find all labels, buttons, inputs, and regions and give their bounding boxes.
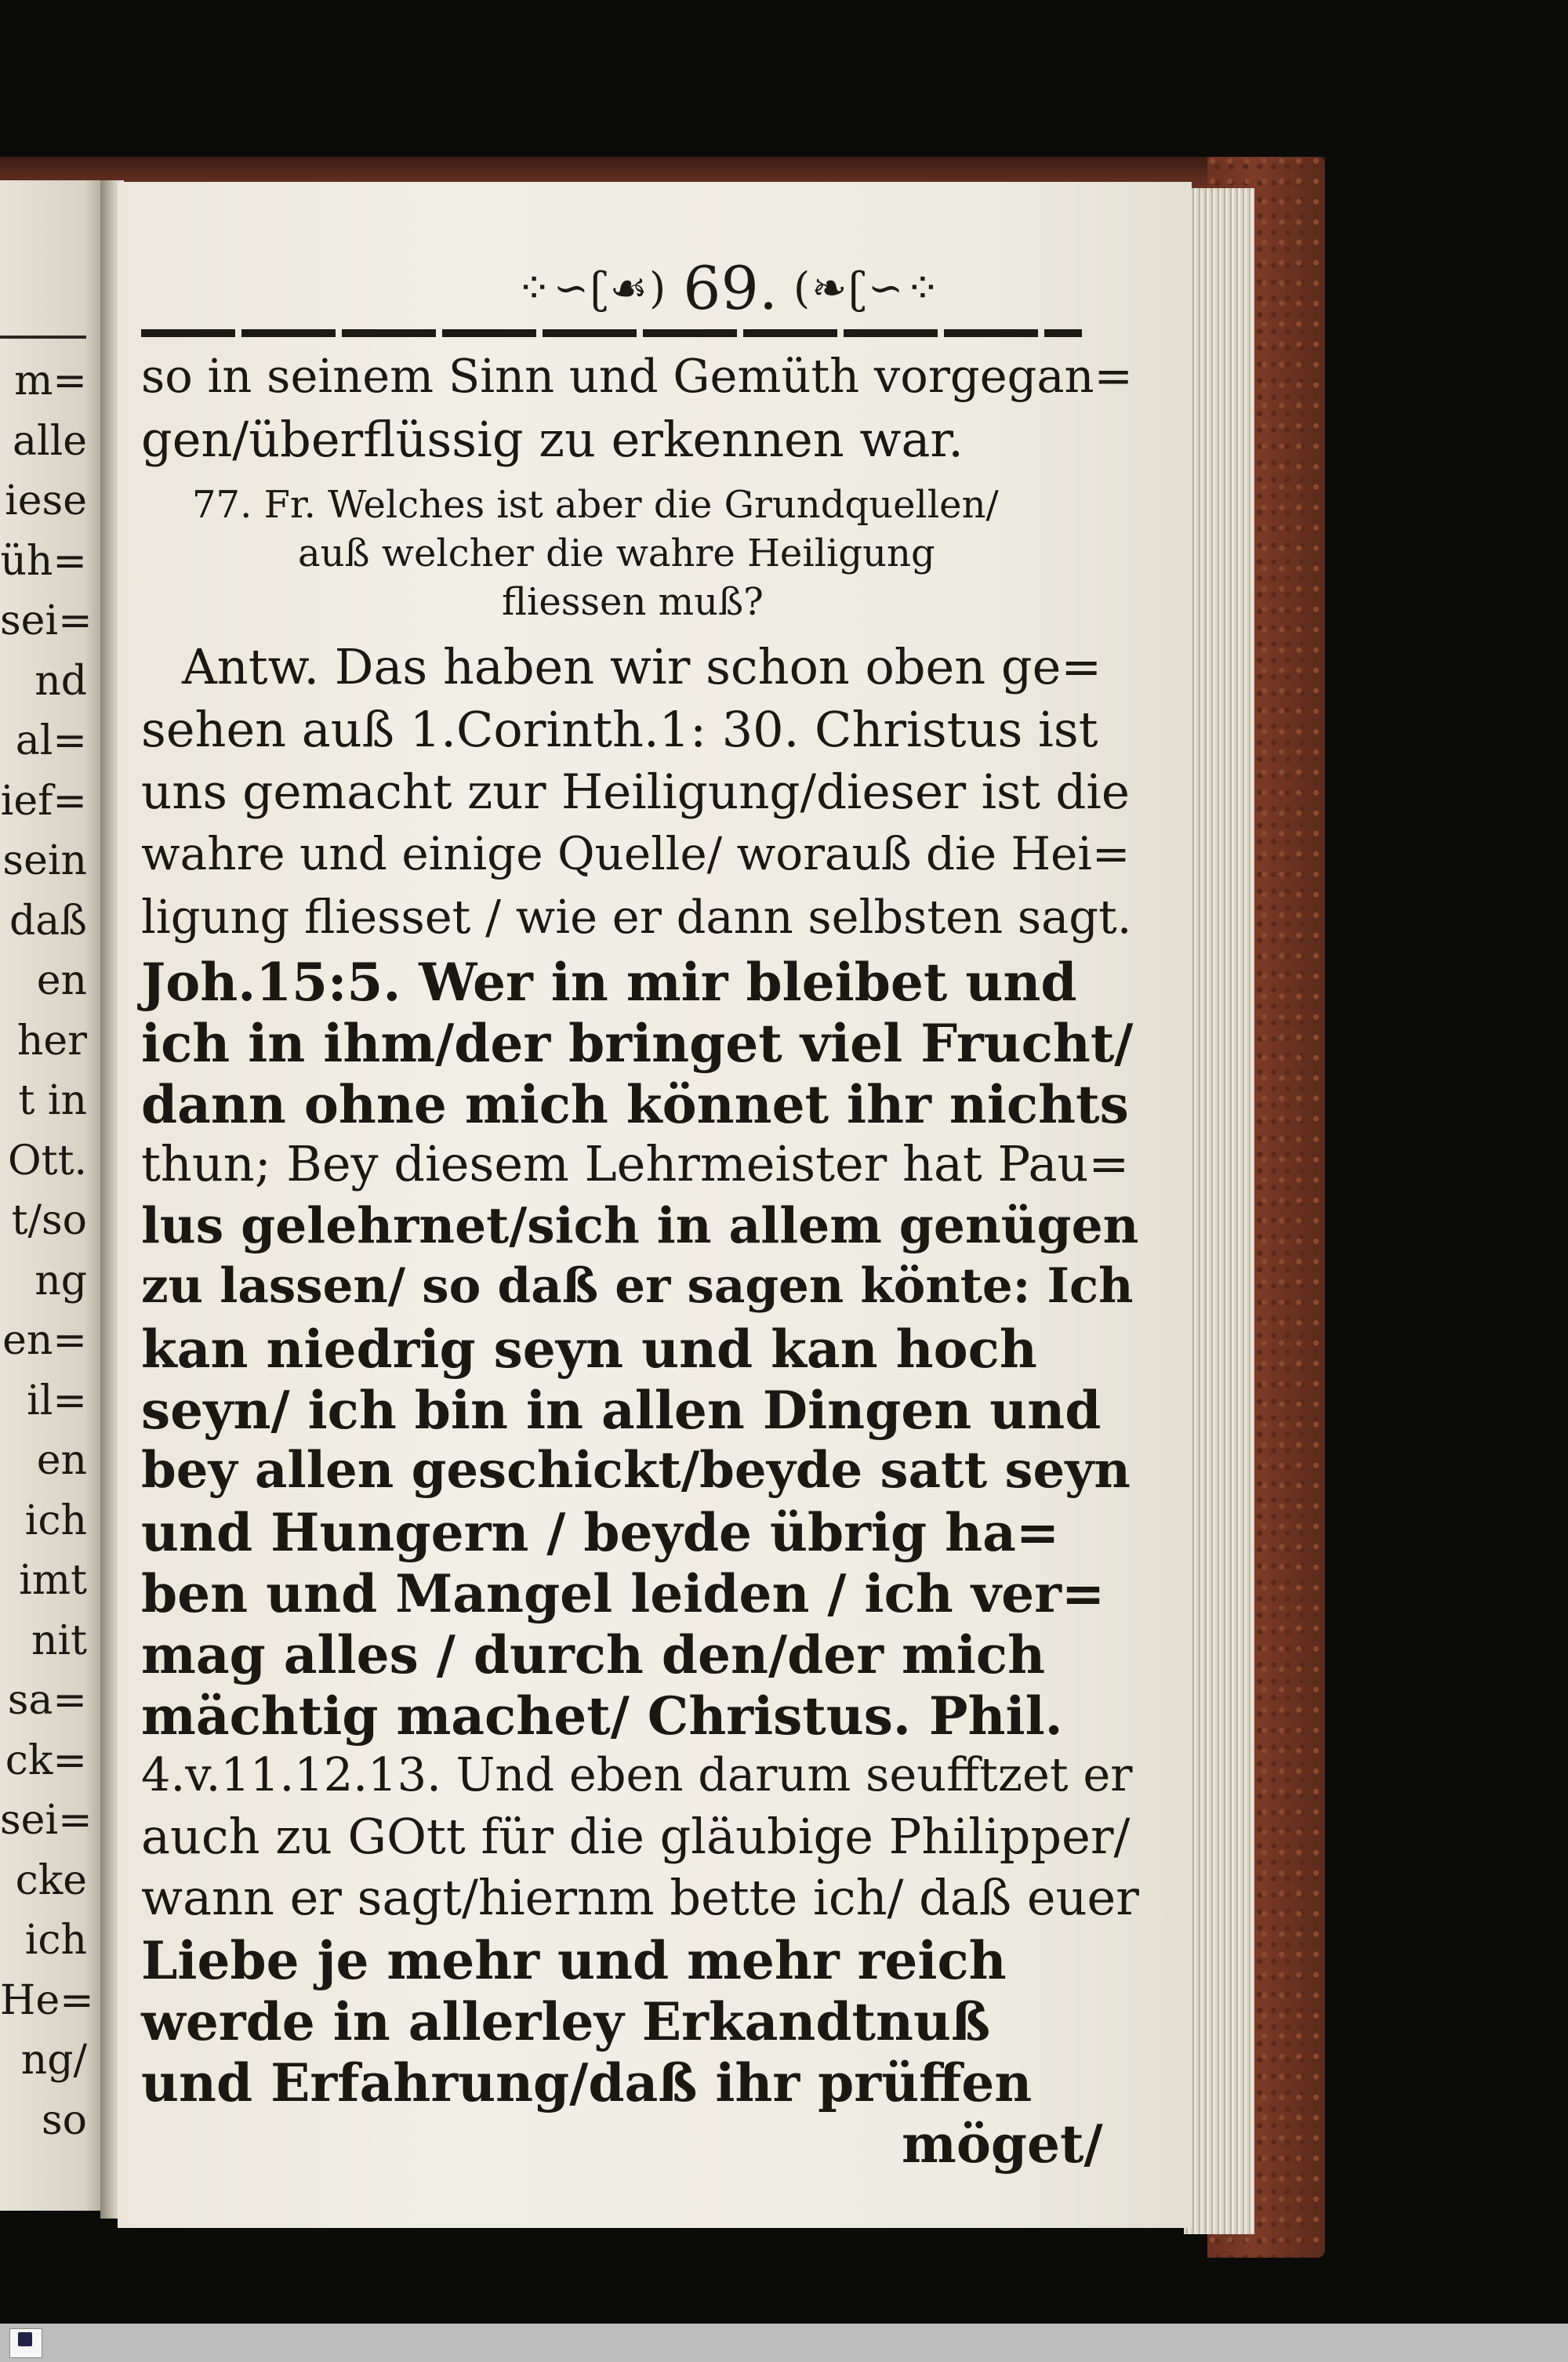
left-page-fragment: al= [15, 717, 87, 764]
text-line: ben und Mangel leiden / ich ver= [141, 1563, 1105, 1624]
left-page-fragment: t/so [11, 1197, 87, 1244]
text-line: und Hungern / beyde übrig ha= [141, 1502, 1060, 1563]
text-line: Liebe je mehr und mehr reich [141, 1930, 1007, 1991]
right-page [118, 182, 1192, 2228]
left-page-fragment: Ott. [8, 1137, 87, 1185]
text-line: seyn/ ich bin in allen Dingen und [141, 1380, 1102, 1441]
left-page-fragment: ief= [0, 777, 87, 825]
question-heading: 77. Fr. Welches ist aber die Grundquellen/ [192, 483, 999, 527]
left-page-fragment: He= [0, 1976, 94, 2024]
left-page-fragment: ng [34, 1257, 87, 1304]
text-line: uns gemacht zur Heiligung/dieser ist die [141, 764, 1130, 820]
text-line: ich in ihm/der bringet viel Frucht/ [141, 1013, 1134, 1074]
text-line: wahre und einige Quelle/ worauß die Hei= [141, 827, 1131, 880]
left-page-fragment: iese [5, 477, 87, 524]
left-page-fragment: en [36, 1437, 87, 1484]
text-line: ligung fliesset / wie er dann selbsten sagt. [141, 890, 1132, 944]
text-line: dann ohne mich könnet ihr nichts [141, 1074, 1129, 1135]
left-page-fragment: en [36, 957, 87, 1004]
left-page-fragment: imt [19, 1557, 87, 1604]
left-page-fragment: m= [14, 357, 87, 405]
left-page-fragment: so [42, 2096, 87, 2144]
text-line: kan niedrig seyn und kan hoch [141, 1319, 1037, 1380]
text-line: gen/überflüssig zu erkennen war. [141, 411, 964, 468]
left-page-fragment: nit [31, 1616, 87, 1664]
left-page-fragment: sa= [7, 1677, 87, 1724]
left-page-fragment: en= [2, 1317, 87, 1364]
left-page-fragment: t in [18, 1077, 87, 1124]
text-line: wann er sagt/hiernm bette ich/ daß euer [141, 1869, 1139, 1926]
question-heading: auß welcher die wahre Heiligung [298, 532, 935, 575]
page-header [455, 245, 1004, 331]
text-line: und Erfahrung/daß ihr prüffen [141, 2052, 1033, 2113]
text-line: 4.v.11.12.13. Und eben darum seufftzet er [141, 1747, 1133, 1801]
left-page-fragment: cke [15, 1856, 87, 1904]
left-page-fragment: sei= [0, 597, 93, 644]
left-page [0, 180, 106, 2211]
page-edges [1184, 188, 1254, 2234]
text-line: so in seinem Sinn und Gemüth vorgegan= [141, 349, 1133, 403]
left-page-fragment: sein [2, 837, 87, 884]
ornament-right: (❧ʗ∽⁘ [793, 263, 942, 313]
text-line: mag alles / durch den/der mich [141, 1624, 1046, 1685]
header-rule [141, 329, 1082, 337]
left-page-fragment: il= [27, 1377, 87, 1424]
left-page-rule [0, 336, 86, 339]
left-page-fragment: her [16, 1017, 87, 1065]
ornament-left: ⁘∽ʗ☙) [516, 263, 668, 313]
left-page-fragment: üh= [0, 537, 87, 585]
text-line: zu lassen/ so daß er sagen könte: Ich [141, 1258, 1134, 1314]
left-page-fragment: nd [34, 657, 87, 705]
left-page-fragment: sei= [0, 1797, 93, 1844]
text-line: möget/ [902, 2113, 1103, 2175]
page-number: 69. [683, 252, 779, 323]
left-page-fragment: ng/ [20, 2037, 87, 2084]
viewer-footer-bar [0, 2324, 1568, 2362]
text-line: thun; Bey diesem Lehrmeister hat Pau= [141, 1135, 1130, 1192]
left-page-fragment: ich [24, 1497, 87, 1544]
library-logo-icon [9, 2328, 42, 2358]
text-line: werde in allerley Erkandtnuß [141, 1991, 991, 2052]
left-page-fragment: ck= [5, 1736, 87, 1784]
question-heading: fliessen muß? [502, 580, 764, 624]
left-page-fragment: ich [24, 1917, 87, 1964]
text-line: auch zu GOtt für die gläubige Philipper/ [141, 1808, 1131, 1865]
left-page-fragment: alle [12, 417, 87, 465]
text-line: lus gelehrnet/sich in allem genügen [141, 1196, 1139, 1254]
text-line: Antw. Das haben wir schon oben ge= [182, 638, 1102, 695]
text-line: mächtig machet/ Christus. Phil. [141, 1685, 1063, 1747]
text-line: sehen auß 1.Corinth.1: 30. Christus ist [141, 701, 1098, 758]
left-page-fragment: daß [9, 897, 87, 945]
text-line: Joh.15:5. Wer in mir bleibet und [141, 952, 1077, 1013]
text-line: bey allen geschickt/beyde satt seyn [141, 1441, 1131, 1500]
